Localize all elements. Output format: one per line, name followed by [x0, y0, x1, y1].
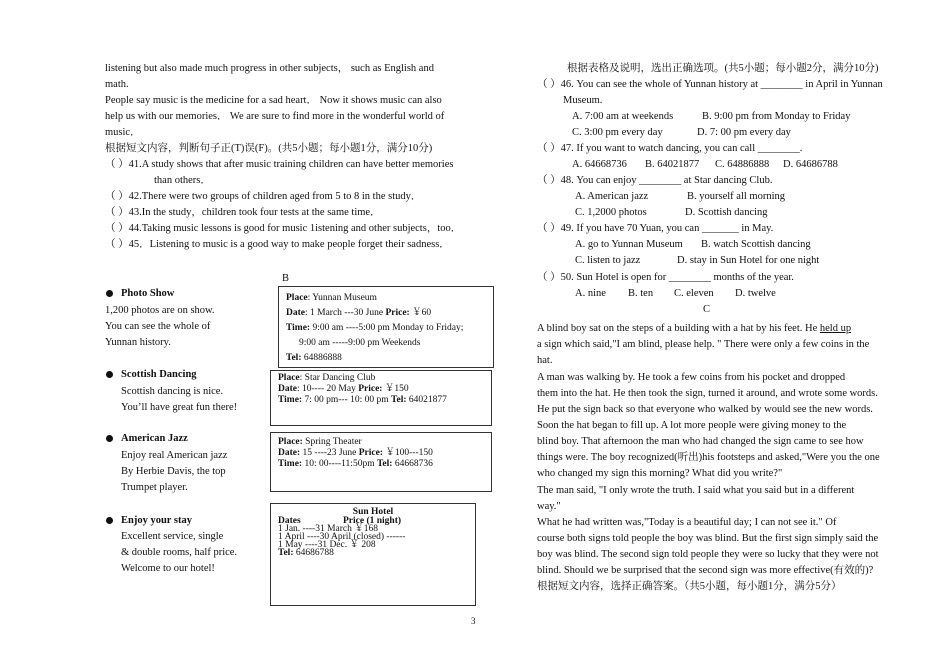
info-box-hotel	[270, 503, 476, 606]
option: D. Scottish dancing	[685, 207, 768, 218]
tf-item-42: （ ）42.There were two groups of children aged from 5 to 8 in the study．	[105, 191, 422, 202]
question-46: （ ）46. You can see the whole of Yunnan history at ________ in April in Yunnan	[537, 79, 883, 90]
tf-item-45: （ ）45．Listening to music is a good way to make people forget their sadness．	[105, 239, 450, 250]
box-value: 7: 00 pm--- 10: 00 pm	[302, 395, 392, 405]
box-label: Tel:	[286, 353, 302, 363]
box-value: 10: 00----11:50pm	[302, 459, 377, 469]
tf-item-41: （ ）41.A study shows that after music training children can have better memories	[105, 159, 454, 170]
passage-c-line: course both signs told people the boy was blind. But the first sign simply said the	[537, 533, 879, 544]
box-label: Place:	[278, 437, 303, 447]
box-value: Spring Theater	[302, 437, 362, 447]
box-label: Date	[278, 384, 297, 394]
option: C. listen to jazz	[575, 255, 641, 266]
ad-title-american-jazz: American Jazz	[121, 433, 188, 444]
section-b-label: B	[282, 273, 290, 284]
ad-line: Yunnan history.	[105, 337, 171, 348]
ad-line: By Herbie Davis, the top	[121, 466, 226, 477]
box-label: Price:	[358, 448, 383, 458]
option: D. twelve	[735, 288, 776, 299]
option: C. 3:00 pm every day	[572, 127, 663, 138]
passage-c-line: Soon the hat began to fill up. A lot more people were giving money to the	[537, 420, 847, 431]
hotel-row: 1 April ----30 April (closed) ------	[278, 532, 406, 542]
box-value: : 10---- 20 May	[297, 384, 359, 394]
option: C. eleven	[674, 288, 714, 299]
passage-c-line: way."	[537, 501, 561, 512]
ad-title-scottish-dancing: Scottish Dancing	[121, 369, 197, 380]
hotel-col-dates: Dates	[278, 516, 301, 526]
option: B. 9:00 pm from Monday to Friday	[702, 111, 851, 122]
bullet-icon	[106, 517, 113, 524]
passage-c-line: boy was blind. The second sign told people they were so lucky that they were not	[537, 549, 879, 560]
box-value: : Star Dancing Club	[299, 373, 376, 383]
box-label: Tel:	[278, 548, 294, 558]
tf-item-43: （ ）43.In the study，children took four tests at the same time．	[105, 207, 381, 218]
passage-line: help us with our memories． We are sure to find more in the wonderful world of	[105, 111, 445, 122]
ad-line: You can see the whole of	[105, 321, 211, 332]
ad-line: Enjoy real American jazz	[121, 450, 228, 461]
passage-line: People say music is the medicine for a sad heart． Now it shows music can also	[105, 95, 442, 106]
ad-title-enjoy-your-stay: Enjoy your stay	[121, 515, 192, 526]
passage-c-line: He put the sign back so that everyone who walked by would see the new words.	[537, 404, 873, 415]
hotel-row: 1 Jan. ----31 March ￥168	[278, 524, 378, 534]
question-48: （ ）48. You can enjoy ________ at Star dancing Club.	[537, 175, 773, 186]
ad-line: & double rooms, half price.	[121, 547, 238, 558]
question-50: （ ）50. Sun Hotel is open for ________ months of the year.	[537, 272, 794, 283]
box-value: 64021877	[406, 395, 447, 405]
page-number: 3	[471, 616, 476, 626]
ad-line: Welcome to our hotel!	[121, 563, 215, 574]
passage-c-line: things were. The boy recognized(听出)his footsteps and asked,"Were you the one	[537, 452, 880, 463]
option: B. 64021877	[645, 159, 700, 170]
option: A. 7:00 am at weekends	[572, 111, 674, 122]
box-label: Place	[278, 373, 300, 383]
ad-line: Excellent service, single	[121, 531, 224, 542]
box-label: Date:	[278, 448, 301, 458]
hotel-title: Sun Hotel	[352, 507, 394, 517]
box-label: Time:	[278, 395, 303, 405]
ad-line: Trumpet player.	[121, 482, 188, 493]
ad-line: Scottish dancing is nice.	[121, 386, 224, 397]
ad-line: 1,200 photos are on show.	[105, 305, 215, 316]
option: A. nine	[575, 288, 606, 299]
mc-instruction: 根据表格及说明，选出正确选项。(共5小题；每小题2分，满分10分)	[567, 63, 879, 74]
option: D. 64686788	[783, 159, 838, 170]
box-label: Time:	[278, 459, 303, 469]
box-value: : Yunnan Museum	[307, 293, 377, 303]
option: D. stay in Sun Hotel for one night	[677, 255, 820, 266]
hotel-row: 1 May ----31 Dec. ￥ 208	[278, 540, 376, 550]
passage-c-line: A man was walking by. He took a few coins from his pocket and dropped	[537, 372, 846, 383]
box-value: ￥60	[409, 308, 432, 318]
bullet-icon	[106, 290, 113, 297]
hotel-col-price: Price (1 night)	[343, 516, 402, 526]
tf-instruction: 根据短文内容，判断句子正(T)误(F)。(共5小题；每小题1分，满分10分)	[105, 143, 433, 154]
box-value: 64886888	[301, 353, 342, 363]
box-label: Date	[286, 308, 305, 318]
passage-c-text: A blind boy sat on the steps of a building with a hat by his feet. He	[537, 323, 820, 334]
bullet-icon	[106, 371, 113, 378]
passage-c-line: who changed my sign this morning? What did you write?"	[537, 468, 783, 479]
option: A. American jazz	[575, 191, 649, 202]
tf-item-44: （ ）44.Taking music lessons is good for music 1istening and other subjects，too．	[105, 223, 462, 234]
question-46-cont: Museum.	[563, 95, 603, 106]
option: D. 7: 00 pm every day	[697, 127, 791, 138]
passage-c-line: The man said, "I only wrote the truth. I said what you said but in a different	[537, 485, 855, 496]
box-label: Place	[286, 293, 308, 303]
passage-c-line: a sign which said,"I am blind, please help. " There were only a few coins in the	[537, 339, 870, 350]
info-box-museum	[278, 286, 494, 368]
passage-c-line: hat.	[537, 355, 553, 366]
box-value: 9:00 am -----9:00 pm Weekends	[299, 338, 421, 348]
ad-line: You’ll have great fun there!	[121, 402, 238, 413]
box-label: Time:	[286, 323, 311, 333]
passage-c-line: blind boy. That afternoon the man who had changed the sign came to see how	[537, 436, 864, 447]
box-label: Tel:	[391, 395, 407, 405]
box-value: 64686788	[293, 548, 334, 558]
box-label: Price:	[358, 384, 383, 394]
option: A. go to Yunnan Museum	[575, 239, 683, 250]
box-value: 64668736	[392, 459, 433, 469]
passage-c-line: them into the hat. He then took the sign, turned it around, and wrote some words.	[537, 388, 878, 399]
option: A. 64668736	[572, 159, 627, 170]
box-value: 15 ----23 June	[300, 448, 359, 458]
tf-item-41-cont: than others．	[154, 175, 211, 186]
option: B. yourself all morning	[687, 191, 785, 202]
question-47: （ ）47. If you want to watch dancing, you can call ________.	[537, 143, 803, 154]
bullet-icon	[106, 435, 113, 442]
section-c-label: C	[703, 304, 711, 315]
passage-line: listening but also made much progress in other subjects， such as English and	[105, 63, 434, 74]
box-value: ￥100---150	[383, 448, 433, 458]
underlined-phrase: held up	[819, 323, 852, 334]
question-49: （ ）49. If you have 70 Yuan, you can _______ in May.	[537, 223, 774, 234]
final-instruction: 根据短文内容，选择正确答案。（共5小题，每小题1分，满分5分）	[537, 581, 842, 592]
box-label: Tel:	[376, 459, 393, 469]
ad-title-photo-show: Photo Show	[121, 288, 175, 299]
info-box-theater	[270, 432, 492, 492]
passage-c-line: What he had written was,"Today is a beautiful day; I can not see it." Of	[537, 517, 837, 528]
passage-line: math.	[105, 79, 129, 90]
option: B. ten	[628, 288, 654, 299]
info-box-dancing	[270, 370, 492, 426]
passage-line: music．	[105, 127, 141, 138]
box-value: ￥150	[382, 384, 409, 394]
passage-c-line: blind. Should we be surprised that the second sign was more effective(有效的)?	[537, 565, 874, 576]
box-label: Price:	[385, 308, 410, 318]
box-value: : 1 March ---30 June	[305, 308, 386, 318]
option: C. 1,2000 photos	[575, 207, 647, 218]
option: B. watch Scottish dancing	[701, 239, 811, 250]
box-value: 9:00 am ----5:00 pm Monday to Friday;	[310, 323, 464, 333]
passage-c-line	[537, 322, 851, 335]
option: C. 64886888	[715, 159, 770, 170]
